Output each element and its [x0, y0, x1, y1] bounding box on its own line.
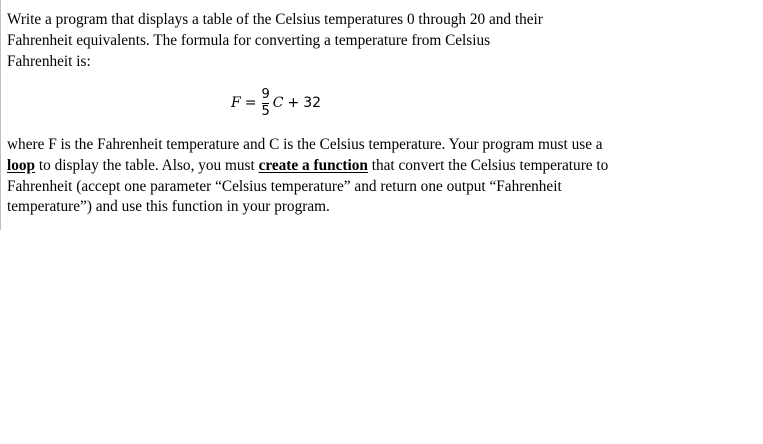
intro-paragraph: [7, 10, 613, 72]
formula-fraction: [261, 88, 269, 119]
function-emphasis: create a function: [258, 156, 368, 174]
intro-line-3: Fahrenheit is:: [7, 52, 91, 70]
fraction-denominator: 5: [261, 103, 270, 119]
loop-emphasis: loop: [7, 156, 36, 174]
formula-lhs: F: [231, 95, 241, 111]
formula-constant: 32: [303, 95, 322, 111]
fraction-numerator: 9: [261, 86, 270, 102]
instructions-paragraph: [7, 135, 613, 218]
intro-line-1: Write a program that displays a table of the Celsius temperatures 0 through 20 and their: [7, 11, 543, 28]
formula-variable: C: [272, 95, 284, 111]
conversion-formula: [231, 83, 321, 123]
intro-line-2: Fahrenheit equivalents. The formula for converting a temperature from Celsius: [7, 31, 491, 49]
formula-equals: =: [244, 95, 257, 111]
formula-plus: +: [287, 95, 300, 111]
instructions-text-2: to display the table. Also, you must: [35, 156, 259, 174]
instructions-text-3: that convert the Celsius temperature to Fahrenheit (accept one parameter “Celsius temperature” and return one output “Fahrenheit temperature”) and use this function in your program.: [7, 156, 609, 216]
instructions-text-1: where F is the Fahrenheit temperature and C is the Celsius temperature. Your program must use a: [7, 136, 603, 153]
